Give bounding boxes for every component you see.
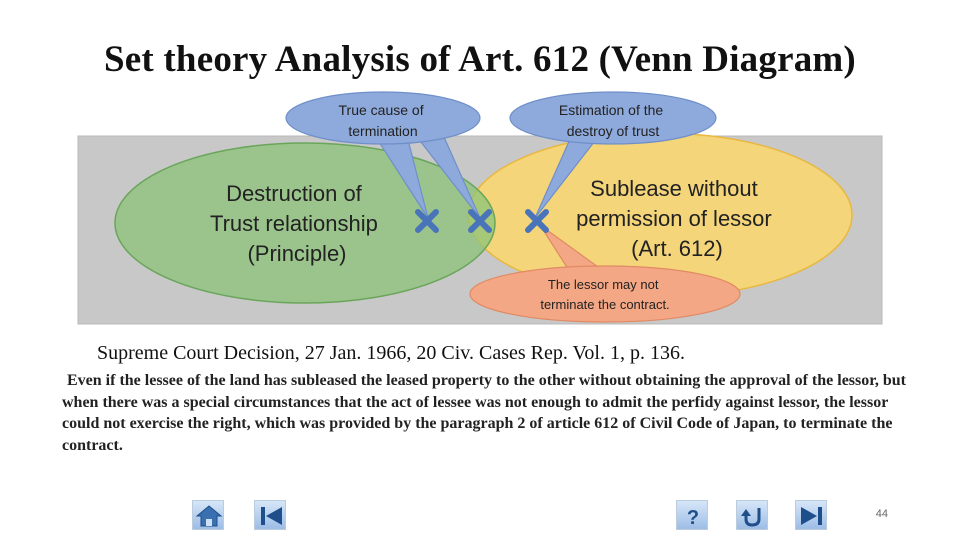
case-summary-text [62, 370, 912, 456]
help-button[interactable] [676, 500, 708, 530]
svg-text:?: ? [686, 507, 700, 529]
case-summary-content: Even if the lessee of the land has subleased the leased property to the other without obtaining the approval of the lessor, but when there was a special circumstances that the act of lessee was not enough to admit the perfidy against lessor, the lessor could not exercise the right, which was provided by the paragraph 2 of article 612 of Civil Code of Japan, to terminate the contract. [62, 372, 906, 454]
question-icon [677, 501, 709, 531]
first-slide-icon [255, 501, 287, 531]
last-slide-icon [796, 501, 828, 531]
home-button[interactable] [192, 500, 224, 530]
page-number: 44 [875, 508, 888, 520]
first-slide-button[interactable] [254, 500, 286, 530]
home-icon [193, 501, 225, 531]
callout-true-cause-label: True cause of termination [338, 102, 424, 139]
slide-title: Set theory Analysis of Art. 612 (Venn Diagram) [104, 39, 856, 80]
return-button[interactable] [736, 500, 768, 530]
callout-lessor-label: The lessor may not terminate the contract. [540, 277, 670, 312]
right-set-label: Sublease without permission of lessor (Art. 612) [576, 176, 772, 261]
callout-estimation-label: Estimation of the destroy of trust [558, 102, 664, 139]
court-citation: Supreme Court Decision, 27 Jan. 1966, 20 Civ. Cases Rep. Vol. 1, p. 136. [97, 342, 685, 364]
left-set-label: Destruction of Trust relationship (Principle) [209, 181, 378, 266]
return-icon [737, 501, 769, 531]
last-slide-button[interactable] [795, 500, 827, 530]
